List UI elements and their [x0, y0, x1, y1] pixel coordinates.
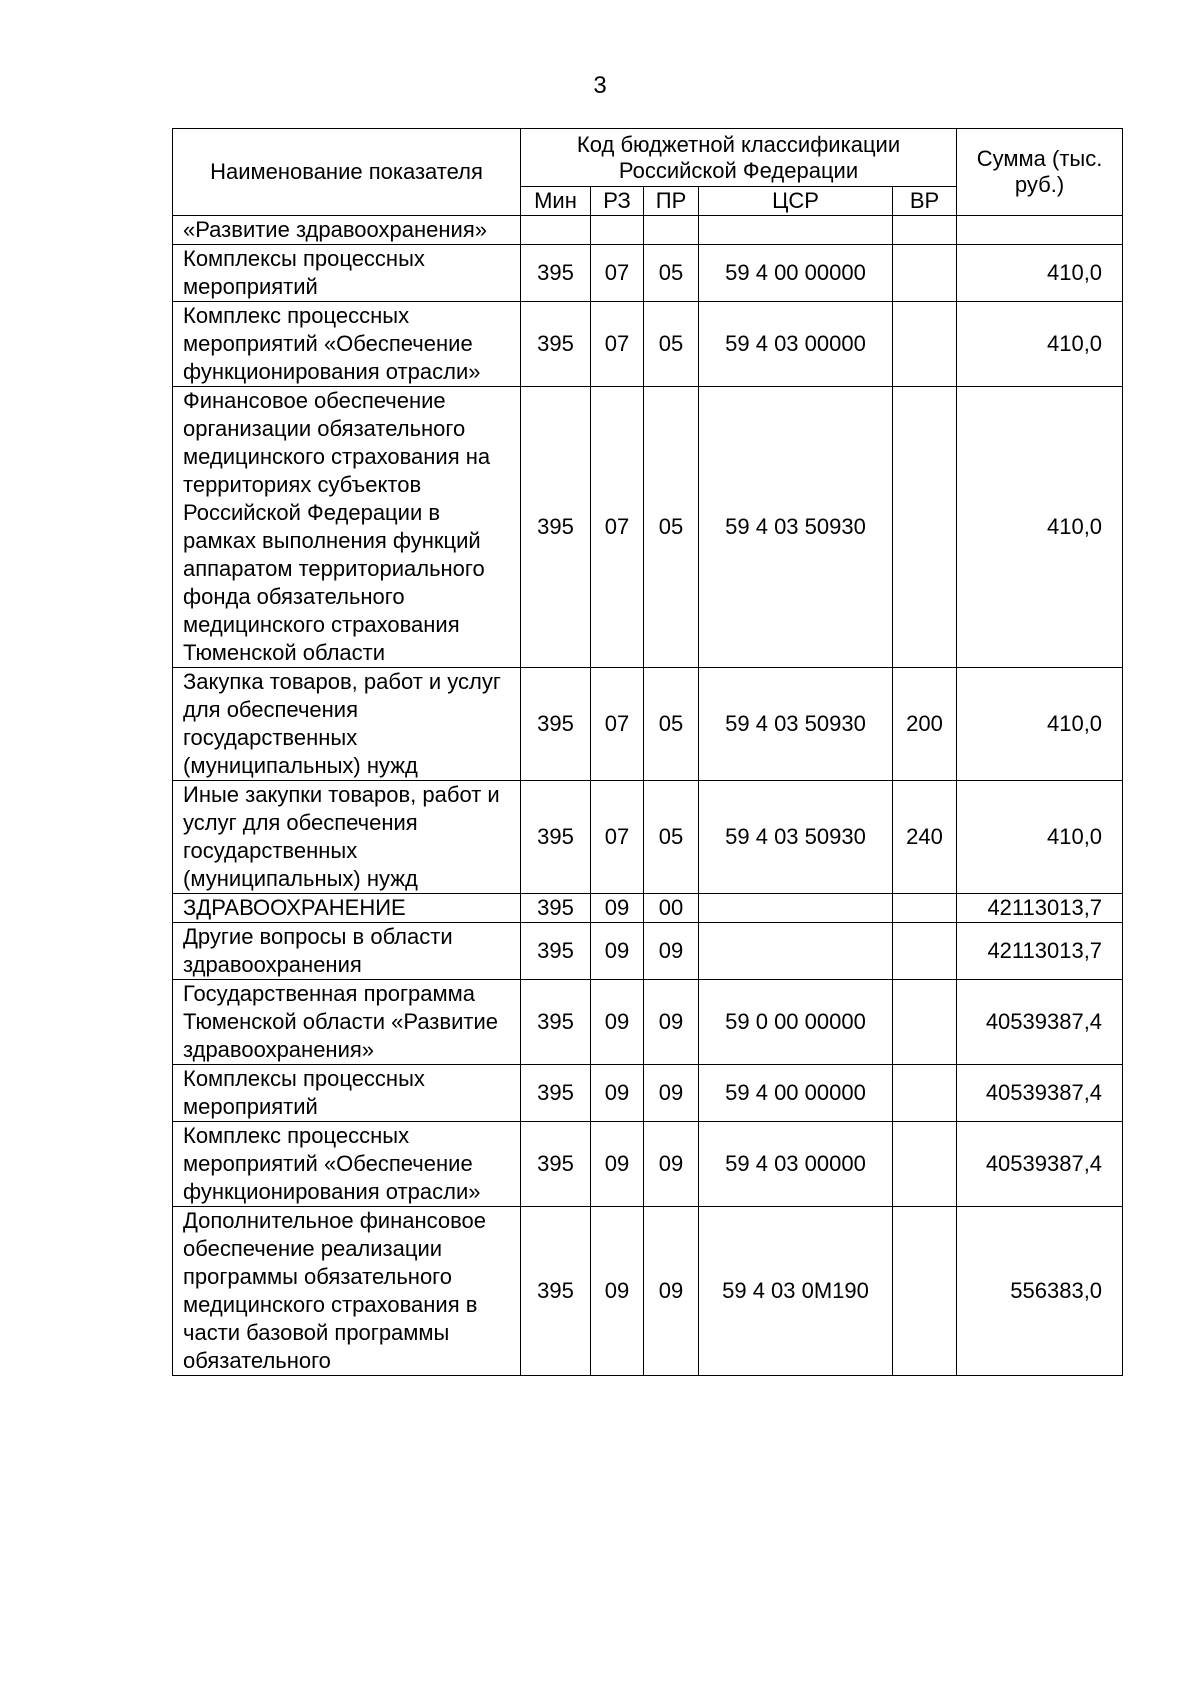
- row-csr-cell: 59 4 03 50930: [699, 387, 893, 668]
- row-vr-cell: [893, 1065, 957, 1122]
- row-sum-cell: 410,0: [957, 387, 1123, 668]
- row-sum-cell: 410,0: [957, 781, 1123, 894]
- table-row: [173, 216, 1123, 245]
- row-name-cell: «Развитие здравоохранения»: [173, 216, 521, 245]
- row-name-cell: Дополнительное финансовое обеспечение реализации программы обязательного медицинского страхования в части базовой программы обязательного: [173, 1207, 521, 1376]
- row-min-cell: 395: [521, 923, 591, 980]
- row-pr-cell: 05: [644, 302, 699, 387]
- row-sum-cell: 410,0: [957, 302, 1123, 387]
- row-rz-cell: 07: [591, 245, 644, 302]
- header-rz: РЗ: [591, 187, 644, 216]
- row-csr-cell: [699, 216, 893, 245]
- table-header: [173, 129, 1123, 216]
- row-vr-cell: [893, 216, 957, 245]
- row-vr-cell: [893, 387, 957, 668]
- row-min-cell: 395: [521, 1122, 591, 1207]
- row-name-cell: Финансовое обеспечение организации обязательного медицинского страхования на территориях субъектов Российской Федерации в рамках выполнения функций аппаратом территориального фонда обязательного медицинского страхования Тюменской области: [173, 387, 521, 668]
- row-pr-cell: 05: [644, 781, 699, 894]
- header-kbk-group: Код бюджетной классификации Российской Федерации: [521, 129, 957, 187]
- row-sum-cell: 40539387,4: [957, 1122, 1123, 1207]
- row-csr-cell: [699, 923, 893, 980]
- row-rz-cell: [591, 216, 644, 245]
- row-csr-cell: 59 4 03 50930: [699, 668, 893, 781]
- header-vr: ВР: [893, 187, 957, 216]
- row-rz-cell: 09: [591, 1065, 644, 1122]
- row-min-cell: 395: [521, 245, 591, 302]
- row-sum-cell: 410,0: [957, 245, 1123, 302]
- row-sum-cell: 42113013,7: [957, 894, 1123, 923]
- row-rz-cell: 07: [591, 781, 644, 894]
- table-row: [173, 1065, 1123, 1122]
- row-csr-cell: 59 4 03 0М190: [699, 1207, 893, 1376]
- table-row: [173, 781, 1123, 894]
- row-rz-cell: 09: [591, 1207, 644, 1376]
- row-min-cell: 395: [521, 894, 591, 923]
- row-rz-cell: 07: [591, 387, 644, 668]
- row-name-cell: Комплекс процессных мероприятий «Обеспечение функционирования отрасли»: [173, 302, 521, 387]
- row-min-cell: 395: [521, 781, 591, 894]
- row-min-cell: 395: [521, 1065, 591, 1122]
- row-min-cell: 395: [521, 668, 591, 781]
- row-sum-cell: 40539387,4: [957, 980, 1123, 1065]
- table-row: [173, 387, 1123, 668]
- row-rz-cell: 07: [591, 302, 644, 387]
- row-name-cell: Государственная программа Тюменской области «Развитие здравоохранения»: [173, 980, 521, 1065]
- row-pr-cell: 09: [644, 980, 699, 1065]
- row-vr-cell: [893, 1122, 957, 1207]
- header-name: Наименование показателя: [173, 129, 521, 216]
- row-min-cell: 395: [521, 387, 591, 668]
- header-csr: ЦСР: [699, 187, 893, 216]
- row-rz-cell: 09: [591, 1122, 644, 1207]
- row-vr-cell: [893, 980, 957, 1065]
- row-rz-cell: 09: [591, 980, 644, 1065]
- row-min-cell: [521, 216, 591, 245]
- row-min-cell: 395: [521, 302, 591, 387]
- row-name-cell: Комплексы процессных мероприятий: [173, 1065, 521, 1122]
- row-rz-cell: 07: [591, 668, 644, 781]
- row-sum-cell: 40539387,4: [957, 1065, 1123, 1122]
- row-name-cell: Закупка товаров, работ и услуг для обеспечения государственных (муниципальных) нужд: [173, 668, 521, 781]
- row-sum-cell: 410,0: [957, 668, 1123, 781]
- table-row: [173, 1122, 1123, 1207]
- row-csr-cell: 59 4 00 00000: [699, 1065, 893, 1122]
- row-csr-cell: 59 4 03 50930: [699, 781, 893, 894]
- row-csr-cell: [699, 894, 893, 923]
- row-pr-cell: [644, 216, 699, 245]
- table-row: [173, 668, 1123, 781]
- row-pr-cell: 09: [644, 1207, 699, 1376]
- row-vr-cell: [893, 245, 957, 302]
- header-pr: ПР: [644, 187, 699, 216]
- row-rz-cell: 09: [591, 894, 644, 923]
- row-pr-cell: 09: [644, 1122, 699, 1207]
- row-csr-cell: 59 4 03 00000: [699, 302, 893, 387]
- row-name-cell: Другие вопросы в области здравоохранения: [173, 923, 521, 980]
- row-name-cell: Комплекс процессных мероприятий «Обеспечение функционирования отрасли»: [173, 1122, 521, 1207]
- table-row: [173, 980, 1123, 1065]
- row-vr-cell: 200: [893, 668, 957, 781]
- table-row: [173, 923, 1123, 980]
- row-vr-cell: [893, 923, 957, 980]
- row-sum-cell: 556383,0: [957, 1207, 1123, 1376]
- row-pr-cell: 09: [644, 923, 699, 980]
- table-row: [173, 302, 1123, 387]
- page-number: 3: [593, 72, 607, 99]
- row-name-cell: Комплексы процессных мероприятий: [173, 245, 521, 302]
- table-row: [173, 894, 1123, 923]
- header-min: Мин: [521, 187, 591, 216]
- row-name-cell: ЗДРАВООХРАНЕНИЕ: [173, 894, 521, 923]
- row-csr-cell: 59 0 00 00000: [699, 980, 893, 1065]
- row-rz-cell: 09: [591, 923, 644, 980]
- row-sum-cell: 42113013,7: [957, 923, 1123, 980]
- table-body: [173, 216, 1123, 1376]
- table-row: [173, 1207, 1123, 1376]
- row-pr-cell: 09: [644, 1065, 699, 1122]
- row-vr-cell: [893, 302, 957, 387]
- row-sum-cell: [957, 216, 1123, 245]
- header-sum: Сумма (тыс. руб.): [957, 129, 1123, 216]
- row-pr-cell: 05: [644, 245, 699, 302]
- row-name-cell: Иные закупки товаров, работ и услуг для обеспечения государственных (муниципальных) нужд: [173, 781, 521, 894]
- row-csr-cell: 59 4 00 00000: [699, 245, 893, 302]
- row-vr-cell: 240: [893, 781, 957, 894]
- row-pr-cell: 05: [644, 668, 699, 781]
- row-csr-cell: 59 4 03 00000: [699, 1122, 893, 1207]
- table-row: [173, 245, 1123, 302]
- row-vr-cell: [893, 894, 957, 923]
- row-pr-cell: 05: [644, 387, 699, 668]
- row-pr-cell: 00: [644, 894, 699, 923]
- row-min-cell: 395: [521, 980, 591, 1065]
- budget-table: [172, 128, 1123, 1376]
- row-vr-cell: [893, 1207, 957, 1376]
- row-min-cell: 395: [521, 1207, 591, 1376]
